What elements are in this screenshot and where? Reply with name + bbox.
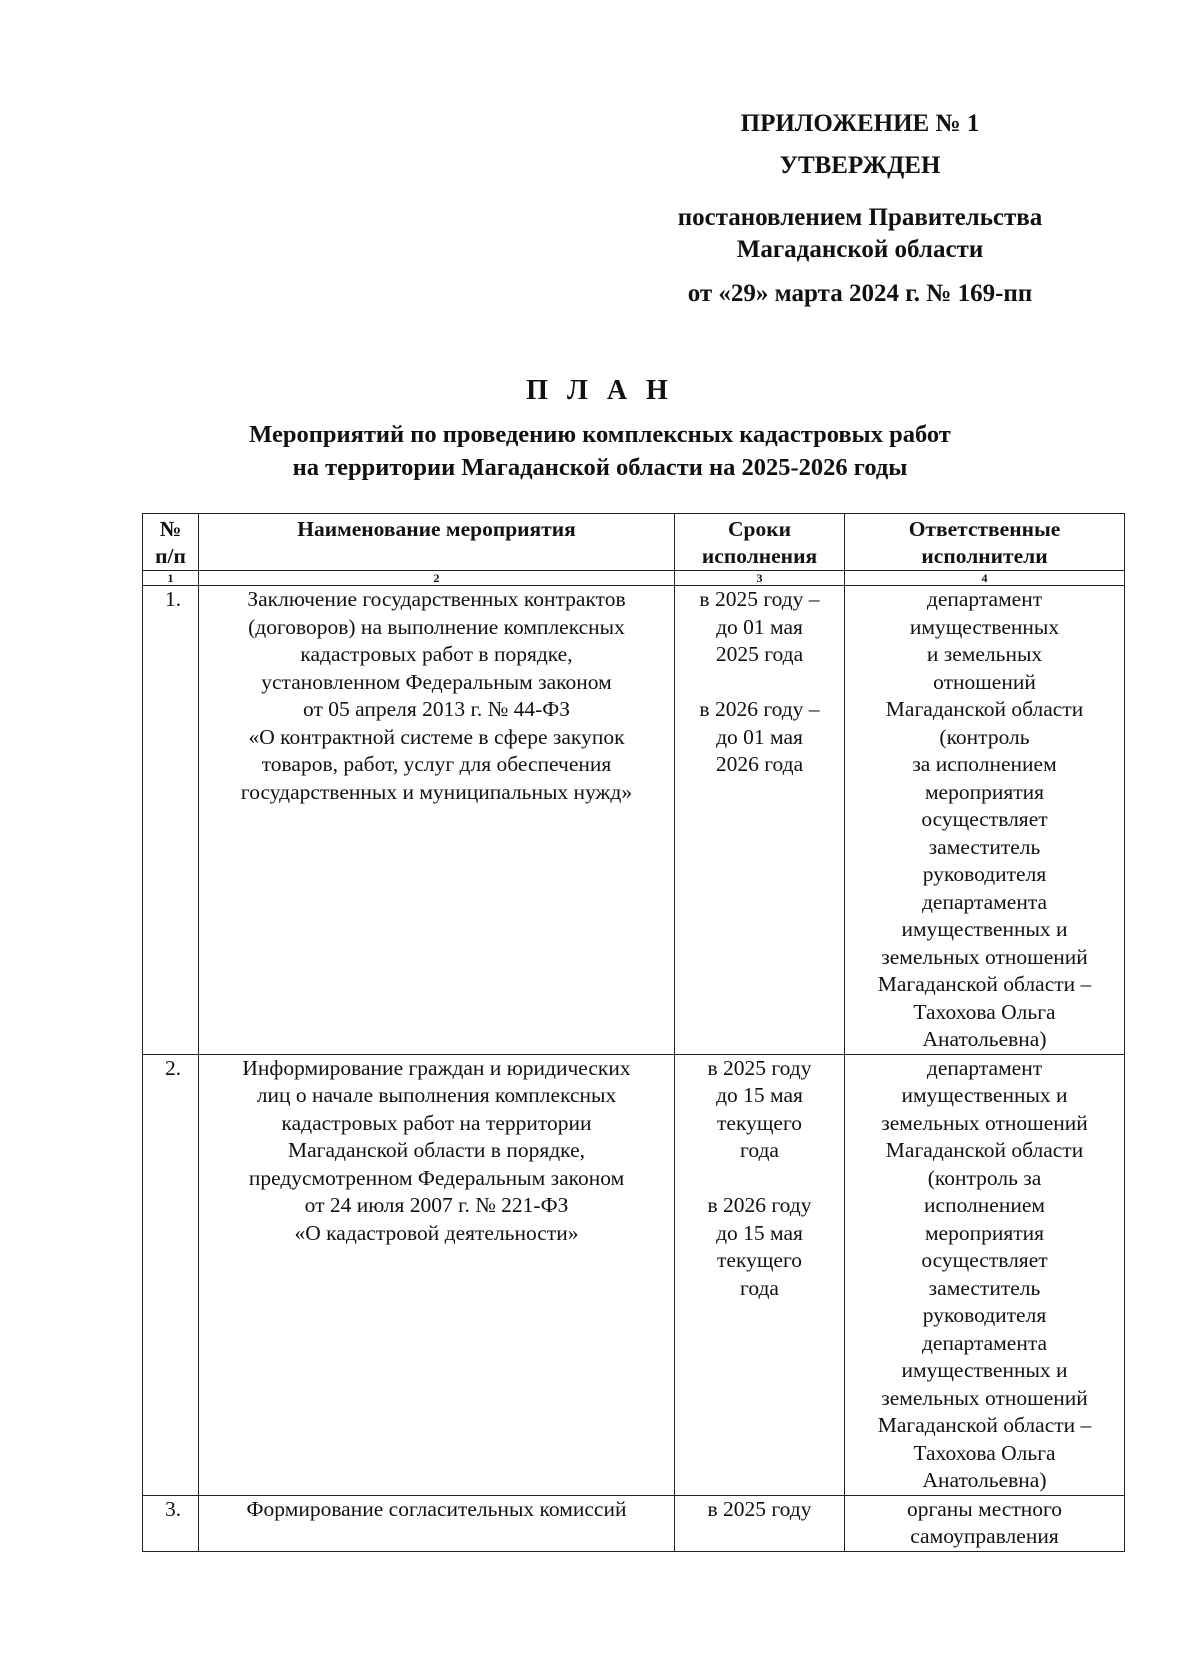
responsible-line: исполнением [924, 1193, 1045, 1217]
deadline [675, 1054, 845, 1495]
responsible-line: Магаданской области [885, 1138, 1084, 1162]
responsible-line: руководителя [922, 862, 1047, 886]
annex-number: ПРИЛОЖЕНИЕ № 1 [740, 110, 980, 137]
deadline-gap [681, 1165, 838, 1193]
document-subtitle [150, 418, 1050, 484]
responsible-line: департамент [926, 1055, 1043, 1080]
activity-name-line: «О кадастровой деятельности» [294, 1220, 579, 1245]
responsible-line: имущественных и [901, 1358, 1068, 1382]
responsible-line: земельных отношений [881, 1385, 1088, 1410]
activity-name-line: (договоров) на выполнение комплексных [248, 614, 625, 639]
plan-table [142, 513, 1125, 1552]
activity-name-line: лиц о начале выполнения комплексных [256, 1083, 617, 1107]
header-deadline: Сроки исполнения [675, 514, 845, 571]
table-row [143, 1495, 1125, 1551]
document-title: П Л А Н [526, 375, 674, 406]
responsible-line: имущественных и [901, 917, 1068, 941]
activity-name [199, 1054, 675, 1495]
activity-name [199, 1495, 675, 1551]
deadline [675, 1495, 845, 1551]
responsible [845, 586, 1125, 1055]
row-number: 1. [143, 586, 199, 1055]
table-row [143, 586, 1125, 1055]
responsible-line: за исполнением [912, 752, 1057, 776]
responsible-line: Магаданской области [885, 697, 1084, 721]
responsible-line: Анатольевна) [922, 1027, 1047, 1051]
responsible-line: Тахохова Ольга [913, 999, 1056, 1024]
responsible-line: осуществляет [921, 807, 1048, 831]
activity-name-line: Формирование согласительных комиссий [246, 1496, 627, 1521]
column-number: 2 [199, 571, 675, 586]
responsible-line: департамента [921, 1330, 1048, 1355]
deadline-line: до 01 мая [716, 614, 803, 639]
activity-name-line: кадастровых работ на территории [281, 1110, 592, 1135]
responsible-line: органы местного [906, 1496, 1063, 1521]
deadline-line: текущего [717, 1110, 802, 1135]
activity-name [199, 586, 675, 1055]
activity-name-line: от 05 апреля 2013 г. № 44-ФЗ [303, 697, 570, 721]
activity-name-line: «О контрактной системе в сфере закупок [248, 724, 625, 749]
decree-date: от «29» марта 2024 г. № 169-пп [687, 280, 1033, 307]
deadline-line: в 2025 году [707, 1055, 812, 1080]
responsible-line: земельных отношений [881, 1110, 1088, 1135]
header-num: № п/п [143, 514, 199, 571]
table-row [143, 1054, 1125, 1495]
table-header-row [143, 514, 1125, 571]
activity-name-line: Магаданской области в порядке, [288, 1138, 585, 1162]
responsible [845, 1495, 1125, 1551]
responsible-line: Тахохова Ольга [913, 1440, 1056, 1465]
deadline-line: в 2026 году – [699, 697, 820, 721]
responsible-line: департамента [921, 889, 1048, 914]
activity-name-line: товаров, работ, услуг для обеспечения [261, 752, 612, 776]
deadline-line: в 2025 году – [699, 587, 820, 611]
activity-name-line: предусмотренном Федеральным законом [248, 1165, 625, 1190]
responsible-line: самоуправления [910, 1524, 1059, 1548]
activity-name-line: государственных и муниципальных нужд» [240, 779, 633, 804]
responsible-line: заместитель [928, 1275, 1041, 1300]
responsible-line: и земельных [926, 642, 1043, 666]
row-number: 3. [143, 1495, 199, 1551]
decree-line-2: Магаданской области [736, 236, 984, 263]
approved-label: УТВЕРЖДЕН [779, 152, 941, 179]
responsible-line: (контроль [939, 724, 1030, 749]
header-name: Наименование мероприятия [199, 514, 675, 571]
deadline-line: до 01 мая [716, 724, 803, 749]
responsible-line: руководителя [922, 1303, 1047, 1327]
deadline-line: года [740, 1275, 779, 1300]
column-number: 1 [143, 571, 199, 586]
header-responsible: Ответственные исполнители [845, 514, 1125, 571]
deadline-line: до 15 мая [716, 1083, 803, 1107]
responsible-line: департамент [926, 587, 1043, 611]
deadline-line: в 2025 году [707, 1496, 812, 1521]
column-number-row [143, 571, 1125, 586]
deadline-line: до 15 мая [716, 1220, 803, 1245]
activity-name-line: Информирование граждан и юридических [242, 1055, 631, 1080]
approval-block [640, 108, 1080, 310]
deadline-line: 2026 года [715, 752, 804, 776]
responsible-line: (контроль за [927, 1165, 1042, 1190]
responsible-line: заместитель [928, 834, 1041, 859]
responsible-line: земельных отношений [881, 944, 1088, 969]
deadline-line: в 2026 году [707, 1193, 812, 1217]
deadline [675, 586, 845, 1055]
deadline-line: года [740, 1138, 779, 1162]
activity-name-line: от 24 июля 2007 г. № 221-ФЗ [304, 1193, 569, 1217]
column-number: 4 [845, 571, 1125, 586]
plan-table-body [143, 586, 1125, 1552]
deadline-line: 2025 года [715, 642, 804, 666]
subtitle-line-1: Мероприятий по проведению комплексных кадастровых работ [249, 421, 951, 448]
responsible-line: отношений [933, 669, 1036, 694]
responsible-line: имущественных [909, 614, 1060, 639]
responsible [845, 1054, 1125, 1495]
row-number: 2. [143, 1054, 199, 1495]
responsible-line: Магаданской области – [877, 972, 1092, 996]
decree-line-1: постановлением Правительства [677, 204, 1043, 231]
responsible-line: Магаданской области – [877, 1413, 1092, 1437]
responsible-line: имущественных и [901, 1083, 1068, 1107]
responsible-line: мероприятия [924, 1220, 1045, 1245]
activity-name-line: кадастровых работ в порядке, [300, 642, 573, 666]
column-number: 3 [675, 571, 845, 586]
activity-name-line: Заключение государственных контрактов [247, 587, 626, 611]
subtitle-line-2: на территории Магаданской области на 2025-2026 годы [292, 454, 908, 481]
responsible-line: осуществляет [921, 1248, 1048, 1272]
responsible-line: Анатольевна) [922, 1468, 1047, 1492]
activity-name-line: установленном Федеральным законом [261, 669, 612, 694]
deadline-gap [681, 669, 838, 697]
deadline-line: текущего [717, 1248, 802, 1272]
responsible-line: мероприятия [924, 779, 1045, 804]
